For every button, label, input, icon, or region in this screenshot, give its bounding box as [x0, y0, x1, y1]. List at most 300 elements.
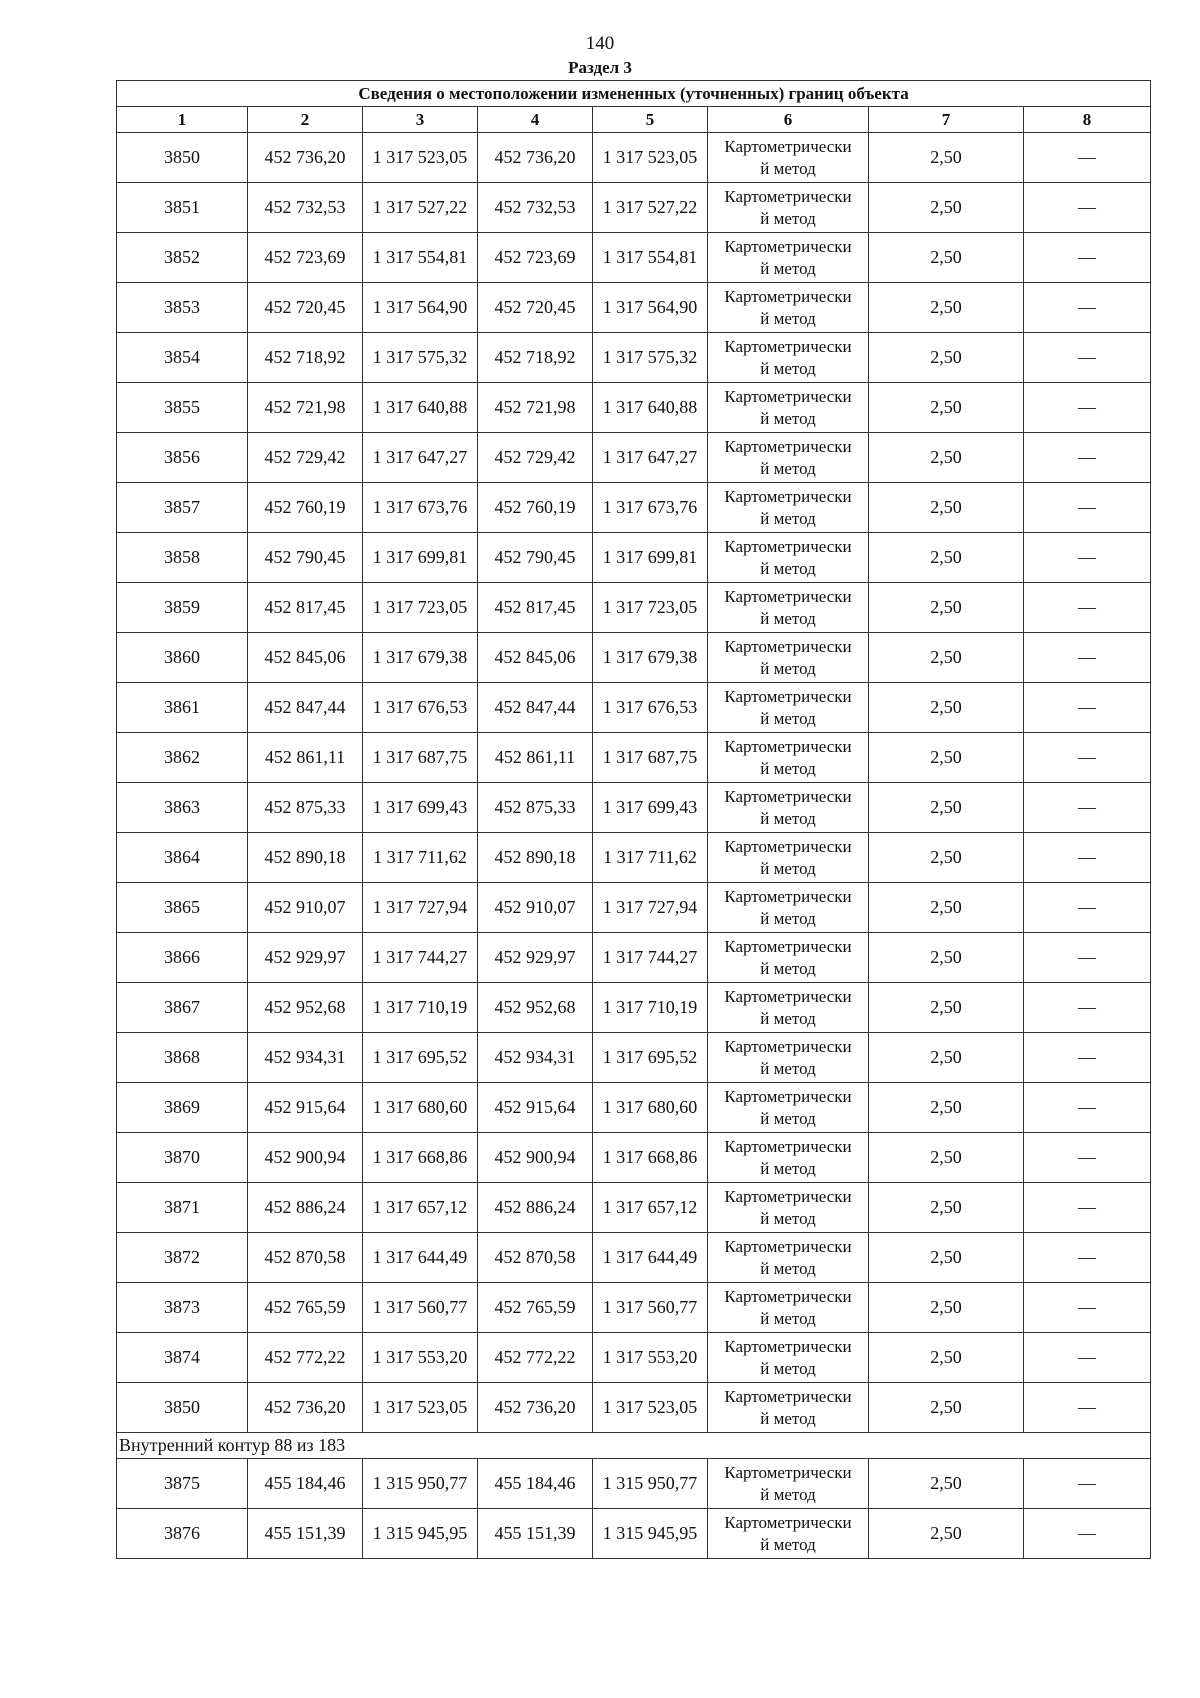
method-text-line: Картометрически — [724, 1186, 852, 1206]
point-number-cell: 3867 — [117, 983, 248, 1033]
table-row — [117, 1283, 1151, 1333]
existing-x-cell: 452 736,20 — [248, 1383, 363, 1433]
existing-y-cell: 1 317 564,90 — [363, 283, 478, 333]
method-text-line: Картометрически — [724, 436, 852, 456]
point-number-cell: 3868 — [117, 1033, 248, 1083]
method-text-line: й метод — [760, 658, 816, 678]
refined-y-cell: 1 317 699,81 — [593, 533, 708, 583]
method-text-line: Картометрически — [724, 1462, 852, 1482]
method-text-line: Картометрически — [724, 886, 852, 906]
accuracy-cell: 2,50 — [869, 1509, 1024, 1559]
existing-y-cell: 1 317 644,49 — [363, 1233, 478, 1283]
contour-label-row — [117, 1433, 1151, 1459]
existing-x-cell: 452 875,33 — [248, 783, 363, 833]
refined-x-cell: 452 847,44 — [478, 683, 593, 733]
refined-x-cell: 452 772,22 — [478, 1333, 593, 1383]
existing-y-cell: 1 317 560,77 — [363, 1283, 478, 1333]
description-cell: — — [1024, 1083, 1151, 1133]
refined-y-cell: 1 317 723,05 — [593, 583, 708, 633]
point-number-cell: 3850 — [117, 1383, 248, 1433]
method-cell — [708, 1133, 869, 1183]
method-text-line: Картометрически — [724, 686, 852, 706]
refined-y-cell: 1 315 945,95 — [593, 1509, 708, 1559]
point-number-cell: 3870 — [117, 1133, 248, 1183]
method-text-line: й метод — [760, 408, 816, 428]
point-number-cell: 3874 — [117, 1333, 248, 1383]
refined-y-cell: 1 317 687,75 — [593, 733, 708, 783]
table-row — [117, 483, 1151, 533]
refined-y-cell: 1 317 527,22 — [593, 183, 708, 233]
existing-x-cell: 452 845,06 — [248, 633, 363, 683]
refined-x-cell: 452 952,68 — [478, 983, 593, 1033]
description-cell: — — [1024, 133, 1151, 183]
column-number: 8 — [1024, 107, 1151, 133]
existing-y-cell: 1 317 554,81 — [363, 233, 478, 283]
existing-x-cell: 452 915,64 — [248, 1083, 363, 1133]
existing-x-cell: 452 790,45 — [248, 533, 363, 583]
accuracy-cell: 2,50 — [869, 1233, 1024, 1283]
contour-label: Внутренний контур 88 из 183 — [117, 1433, 1151, 1459]
point-number-cell: 3859 — [117, 583, 248, 633]
refined-x-cell: 452 723,69 — [478, 233, 593, 283]
description-cell: — — [1024, 233, 1151, 283]
table-row — [117, 633, 1151, 683]
table-row — [117, 683, 1151, 733]
existing-x-cell: 452 861,11 — [248, 733, 363, 783]
accuracy-cell: 2,50 — [869, 883, 1024, 933]
column-number: 7 — [869, 107, 1024, 133]
method-text-line: й метод — [760, 1108, 816, 1128]
point-number-cell: 3855 — [117, 383, 248, 433]
table-row — [117, 533, 1151, 583]
description-cell: — — [1024, 783, 1151, 833]
description-cell: — — [1024, 1333, 1151, 1383]
existing-x-cell: 452 817,45 — [248, 583, 363, 633]
method-cell — [708, 783, 869, 833]
accuracy-cell: 2,50 — [869, 1133, 1024, 1183]
existing-y-cell: 1 317 679,38 — [363, 633, 478, 683]
point-number-cell: 3853 — [117, 283, 248, 333]
existing-y-cell: 1 317 727,94 — [363, 883, 478, 933]
refined-x-cell: 452 732,53 — [478, 183, 593, 233]
accuracy-cell: 2,50 — [869, 1183, 1024, 1233]
method-text-line: Картометрически — [724, 336, 852, 356]
existing-y-cell: 1 317 687,75 — [363, 733, 478, 783]
accuracy-cell: 2,50 — [869, 1283, 1024, 1333]
existing-x-cell: 452 886,24 — [248, 1183, 363, 1233]
method-text-line: й метод — [760, 758, 816, 778]
method-text-line: Картометрически — [724, 1386, 852, 1406]
column-number: 2 — [248, 107, 363, 133]
accuracy-cell: 2,50 — [869, 683, 1024, 733]
method-text-line: Картометрически — [724, 1236, 852, 1256]
point-number-cell: 3862 — [117, 733, 248, 783]
refined-y-cell: 1 317 647,27 — [593, 433, 708, 483]
column-number: 3 — [363, 107, 478, 133]
description-cell: — — [1024, 583, 1151, 633]
existing-x-cell: 452 900,94 — [248, 1133, 363, 1183]
column-number: 6 — [708, 107, 869, 133]
accuracy-cell: 2,50 — [869, 1383, 1024, 1433]
point-number-cell: 3863 — [117, 783, 248, 833]
table-row — [117, 1509, 1151, 1559]
method-cell — [708, 1459, 869, 1509]
method-text-line: й метод — [760, 1308, 816, 1328]
method-text-line: й метод — [760, 158, 816, 178]
method-text-line: Картометрически — [724, 986, 852, 1006]
method-text-line: Картометрически — [724, 1136, 852, 1156]
method-cell — [708, 633, 869, 683]
method-text-line: й метод — [760, 1408, 816, 1428]
existing-x-cell: 452 720,45 — [248, 283, 363, 333]
table-row — [117, 1459, 1151, 1509]
existing-x-cell: 452 952,68 — [248, 983, 363, 1033]
existing-y-cell: 1 317 647,27 — [363, 433, 478, 483]
table-row — [117, 183, 1151, 233]
existing-y-cell: 1 317 668,86 — [363, 1133, 478, 1183]
refined-x-cell: 452 790,45 — [478, 533, 593, 583]
accuracy-cell: 2,50 — [869, 433, 1024, 483]
table-caption-row — [117, 81, 1151, 107]
existing-y-cell: 1 317 657,12 — [363, 1183, 478, 1233]
table-caption: Сведения о местоположении измененных (уточненных) границ объекта — [117, 81, 1151, 107]
method-text-line: й метод — [760, 1358, 816, 1378]
table-row — [117, 583, 1151, 633]
refined-x-cell: 452 915,64 — [478, 1083, 593, 1133]
refined-y-cell: 1 317 564,90 — [593, 283, 708, 333]
point-number-cell: 3864 — [117, 833, 248, 883]
method-cell — [708, 1183, 869, 1233]
method-text-line: й метод — [760, 508, 816, 528]
description-cell: — — [1024, 1033, 1151, 1083]
method-cell — [708, 1083, 869, 1133]
accuracy-cell: 2,50 — [869, 583, 1024, 633]
method-cell — [708, 1033, 869, 1083]
accuracy-cell: 2,50 — [869, 1459, 1024, 1509]
table-row — [117, 733, 1151, 783]
method-text-line: Картометрически — [724, 786, 852, 806]
section-title: Раздел 3 — [568, 58, 632, 77]
page-number: 140 — [585, 33, 615, 54]
point-number-cell: 3875 — [117, 1459, 248, 1509]
method-cell — [708, 233, 869, 283]
refined-x-cell: 452 729,42 — [478, 433, 593, 483]
method-cell — [708, 183, 869, 233]
accuracy-cell: 2,50 — [869, 133, 1024, 183]
table-row — [117, 833, 1151, 883]
existing-y-cell: 1 317 723,05 — [363, 583, 478, 633]
existing-x-cell: 452 934,31 — [248, 1033, 363, 1083]
method-cell — [708, 1509, 869, 1559]
refined-x-cell: 452 890,18 — [478, 833, 593, 883]
table-row — [117, 1233, 1151, 1283]
table-row — [117, 1183, 1151, 1233]
table-row — [117, 933, 1151, 983]
accuracy-cell: 2,50 — [869, 483, 1024, 533]
refined-x-cell: 455 151,39 — [478, 1509, 593, 1559]
method-cell — [708, 283, 869, 333]
description-cell: — — [1024, 433, 1151, 483]
method-cell — [708, 533, 869, 583]
refined-x-cell: 452 875,33 — [478, 783, 593, 833]
point-number-cell: 3857 — [117, 483, 248, 533]
existing-y-cell: 1 317 640,88 — [363, 383, 478, 433]
existing-y-cell: 1 317 673,76 — [363, 483, 478, 533]
description-cell: — — [1024, 283, 1151, 333]
description-cell: — — [1024, 533, 1151, 583]
table-row — [117, 333, 1151, 383]
method-text-line: й метод — [760, 1158, 816, 1178]
accuracy-cell: 2,50 — [869, 783, 1024, 833]
point-number-cell: 3871 — [117, 1183, 248, 1233]
description-cell: — — [1024, 983, 1151, 1033]
refined-x-cell: 452 721,98 — [478, 383, 593, 433]
existing-y-cell: 1 317 553,20 — [363, 1333, 478, 1383]
column-number-row — [117, 107, 1151, 133]
method-text-line: й метод — [760, 958, 816, 978]
existing-y-cell: 1 317 711,62 — [363, 833, 478, 883]
refined-y-cell: 1 317 710,19 — [593, 983, 708, 1033]
method-text-line: й метод — [760, 358, 816, 378]
refined-y-cell: 1 317 699,43 — [593, 783, 708, 833]
point-number-cell: 3866 — [117, 933, 248, 983]
refined-x-cell: 452 817,45 — [478, 583, 593, 633]
method-cell — [708, 333, 869, 383]
refined-y-cell: 1 317 523,05 — [593, 133, 708, 183]
refined-y-cell: 1 317 560,77 — [593, 1283, 708, 1333]
point-number-cell: 3851 — [117, 183, 248, 233]
refined-x-cell: 452 765,59 — [478, 1283, 593, 1333]
description-cell: — — [1024, 1233, 1151, 1283]
method-text-line: й метод — [760, 1058, 816, 1078]
accuracy-cell: 2,50 — [869, 333, 1024, 383]
refined-y-cell: 1 317 680,60 — [593, 1083, 708, 1133]
table-row — [117, 1133, 1151, 1183]
method-cell — [708, 683, 869, 733]
refined-y-cell: 1 317 676,53 — [593, 683, 708, 733]
table-body — [117, 133, 1151, 1559]
accuracy-cell: 2,50 — [869, 1333, 1024, 1383]
description-cell: — — [1024, 1283, 1151, 1333]
method-cell — [708, 733, 869, 783]
method-cell — [708, 583, 869, 633]
table-row — [117, 433, 1151, 483]
accuracy-cell: 2,50 — [869, 833, 1024, 883]
method-text-line: Картометрически — [724, 386, 852, 406]
refined-x-cell: 452 861,11 — [478, 733, 593, 783]
refined-x-cell: 452 720,45 — [478, 283, 593, 333]
description-cell: — — [1024, 1383, 1151, 1433]
description-cell: — — [1024, 933, 1151, 983]
method-text-line: Картометрически — [724, 136, 852, 156]
description-cell: — — [1024, 183, 1151, 233]
existing-x-cell: 452 772,22 — [248, 1333, 363, 1383]
boundary-coordinates-table — [116, 80, 1151, 1559]
accuracy-cell: 2,50 — [869, 533, 1024, 583]
method-text-line: Картометрически — [724, 936, 852, 956]
existing-x-cell: 452 929,97 — [248, 933, 363, 983]
table-row — [117, 1333, 1151, 1383]
existing-y-cell: 1 317 676,53 — [363, 683, 478, 733]
accuracy-cell: 2,50 — [869, 1033, 1024, 1083]
method-text-line: Картометрически — [724, 486, 852, 506]
existing-y-cell: 1 317 699,81 — [363, 533, 478, 583]
refined-x-cell: 452 736,20 — [478, 133, 593, 183]
method-text-line: Картометрически — [724, 1086, 852, 1106]
existing-x-cell: 452 870,58 — [248, 1233, 363, 1283]
method-text-line: Картометрически — [724, 1336, 852, 1356]
description-cell: — — [1024, 333, 1151, 383]
method-text-line: Картометрически — [724, 836, 852, 856]
point-number-cell: 3860 — [117, 633, 248, 683]
existing-y-cell: 1 317 523,05 — [363, 133, 478, 183]
method-cell — [708, 1233, 869, 1283]
point-number-cell: 3856 — [117, 433, 248, 483]
point-number-cell: 3865 — [117, 883, 248, 933]
accuracy-cell: 2,50 — [869, 233, 1024, 283]
refined-y-cell: 1 317 553,20 — [593, 1333, 708, 1383]
method-text-line: й метод — [760, 908, 816, 928]
method-text-line: й метод — [760, 558, 816, 578]
refined-y-cell: 1 317 640,88 — [593, 383, 708, 433]
refined-x-cell: 452 718,92 — [478, 333, 593, 383]
existing-y-cell: 1 317 710,19 — [363, 983, 478, 1033]
refined-x-cell: 452 870,58 — [478, 1233, 593, 1283]
existing-y-cell: 1 317 680,60 — [363, 1083, 478, 1133]
table-row — [117, 983, 1151, 1033]
description-cell: — — [1024, 1133, 1151, 1183]
refined-y-cell: 1 317 727,94 — [593, 883, 708, 933]
refined-x-cell: 455 184,46 — [478, 1459, 593, 1509]
description-cell: — — [1024, 1459, 1151, 1509]
point-number-cell: 3854 — [117, 333, 248, 383]
description-cell: — — [1024, 883, 1151, 933]
description-cell: — — [1024, 833, 1151, 883]
refined-y-cell: 1 317 657,12 — [593, 1183, 708, 1233]
existing-x-cell: 452 736,20 — [248, 133, 363, 183]
column-number: 4 — [478, 107, 593, 133]
existing-y-cell: 1 317 699,43 — [363, 783, 478, 833]
refined-y-cell: 1 317 711,62 — [593, 833, 708, 883]
method-cell — [708, 433, 869, 483]
existing-y-cell: 1 317 744,27 — [363, 933, 478, 983]
table-row — [117, 783, 1151, 833]
method-text-line: й метод — [760, 308, 816, 328]
method-text-line: й метод — [760, 708, 816, 728]
method-text-line: й метод — [760, 1008, 816, 1028]
existing-x-cell: 452 732,53 — [248, 183, 363, 233]
method-text-line: Картометрически — [724, 1286, 852, 1306]
existing-y-cell: 1 315 945,95 — [363, 1509, 478, 1559]
table-row — [117, 1033, 1151, 1083]
method-text-line: й метод — [760, 858, 816, 878]
refined-y-cell: 1 317 575,32 — [593, 333, 708, 383]
existing-x-cell: 452 729,42 — [248, 433, 363, 483]
table-row — [117, 383, 1151, 433]
existing-x-cell: 452 718,92 — [248, 333, 363, 383]
method-cell — [708, 133, 869, 183]
point-number-cell: 3858 — [117, 533, 248, 583]
point-number-cell: 3876 — [117, 1509, 248, 1559]
point-number-cell: 3861 — [117, 683, 248, 733]
point-number-cell: 3852 — [117, 233, 248, 283]
table-row — [117, 283, 1151, 333]
table-row — [117, 1383, 1151, 1433]
refined-y-cell: 1 315 950,77 — [593, 1459, 708, 1509]
description-cell: — — [1024, 483, 1151, 533]
refined-x-cell: 452 910,07 — [478, 883, 593, 933]
method-text-line: й метод — [760, 1484, 816, 1504]
method-text-line: й метод — [760, 458, 816, 478]
description-cell: — — [1024, 683, 1151, 733]
table-row — [117, 133, 1151, 183]
existing-y-cell: 1 317 527,22 — [363, 183, 478, 233]
accuracy-cell: 2,50 — [869, 733, 1024, 783]
column-number: 5 — [593, 107, 708, 133]
existing-x-cell: 452 910,07 — [248, 883, 363, 933]
method-text-line: Картометрически — [724, 1512, 852, 1532]
refined-y-cell: 1 317 673,76 — [593, 483, 708, 533]
method-text-line: Картометрически — [724, 286, 852, 306]
refined-x-cell: 452 845,06 — [478, 633, 593, 683]
refined-y-cell: 1 317 554,81 — [593, 233, 708, 283]
point-number-cell: 3869 — [117, 1083, 248, 1133]
point-number-cell: 3873 — [117, 1283, 248, 1333]
existing-x-cell: 455 151,39 — [248, 1509, 363, 1559]
method-text-line: Картометрически — [724, 236, 852, 256]
existing-y-cell: 1 317 695,52 — [363, 1033, 478, 1083]
point-number-cell: 3850 — [117, 133, 248, 183]
method-text-line: й метод — [760, 1534, 816, 1554]
existing-y-cell: 1 317 575,32 — [363, 333, 478, 383]
existing-x-cell: 452 890,18 — [248, 833, 363, 883]
method-text-line: й метод — [760, 608, 816, 628]
refined-y-cell: 1 317 744,27 — [593, 933, 708, 983]
existing-x-cell: 452 765,59 — [248, 1283, 363, 1333]
existing-x-cell: 452 721,98 — [248, 383, 363, 433]
description-cell: — — [1024, 733, 1151, 783]
refined-y-cell: 1 317 644,49 — [593, 1233, 708, 1283]
existing-x-cell: 452 847,44 — [248, 683, 363, 733]
method-text-line: й метод — [760, 1258, 816, 1278]
refined-x-cell: 452 760,19 — [478, 483, 593, 533]
method-text-line: Картометрически — [724, 586, 852, 606]
description-cell: — — [1024, 1183, 1151, 1233]
existing-x-cell: 455 184,46 — [248, 1459, 363, 1509]
method-cell — [708, 383, 869, 433]
method-text-line: Картометрически — [724, 636, 852, 656]
refined-y-cell: 1 317 668,86 — [593, 1133, 708, 1183]
description-cell: — — [1024, 383, 1151, 433]
accuracy-cell: 2,50 — [869, 983, 1024, 1033]
refined-y-cell: 1 317 523,05 — [593, 1383, 708, 1433]
method-cell — [708, 1283, 869, 1333]
accuracy-cell: 2,50 — [869, 283, 1024, 333]
table-row — [117, 883, 1151, 933]
method-text-line: й метод — [760, 208, 816, 228]
method-cell — [708, 1383, 869, 1433]
existing-y-cell: 1 315 950,77 — [363, 1459, 478, 1509]
method-text-line: Картометрически — [724, 1036, 852, 1056]
accuracy-cell: 2,50 — [869, 183, 1024, 233]
accuracy-cell: 2,50 — [869, 633, 1024, 683]
refined-y-cell: 1 317 695,52 — [593, 1033, 708, 1083]
point-number-cell: 3872 — [117, 1233, 248, 1283]
method-text-line: Картометрически — [724, 536, 852, 556]
method-text-line: Картометрически — [724, 186, 852, 206]
refined-x-cell: 452 886,24 — [478, 1183, 593, 1233]
method-text-line: й метод — [760, 808, 816, 828]
